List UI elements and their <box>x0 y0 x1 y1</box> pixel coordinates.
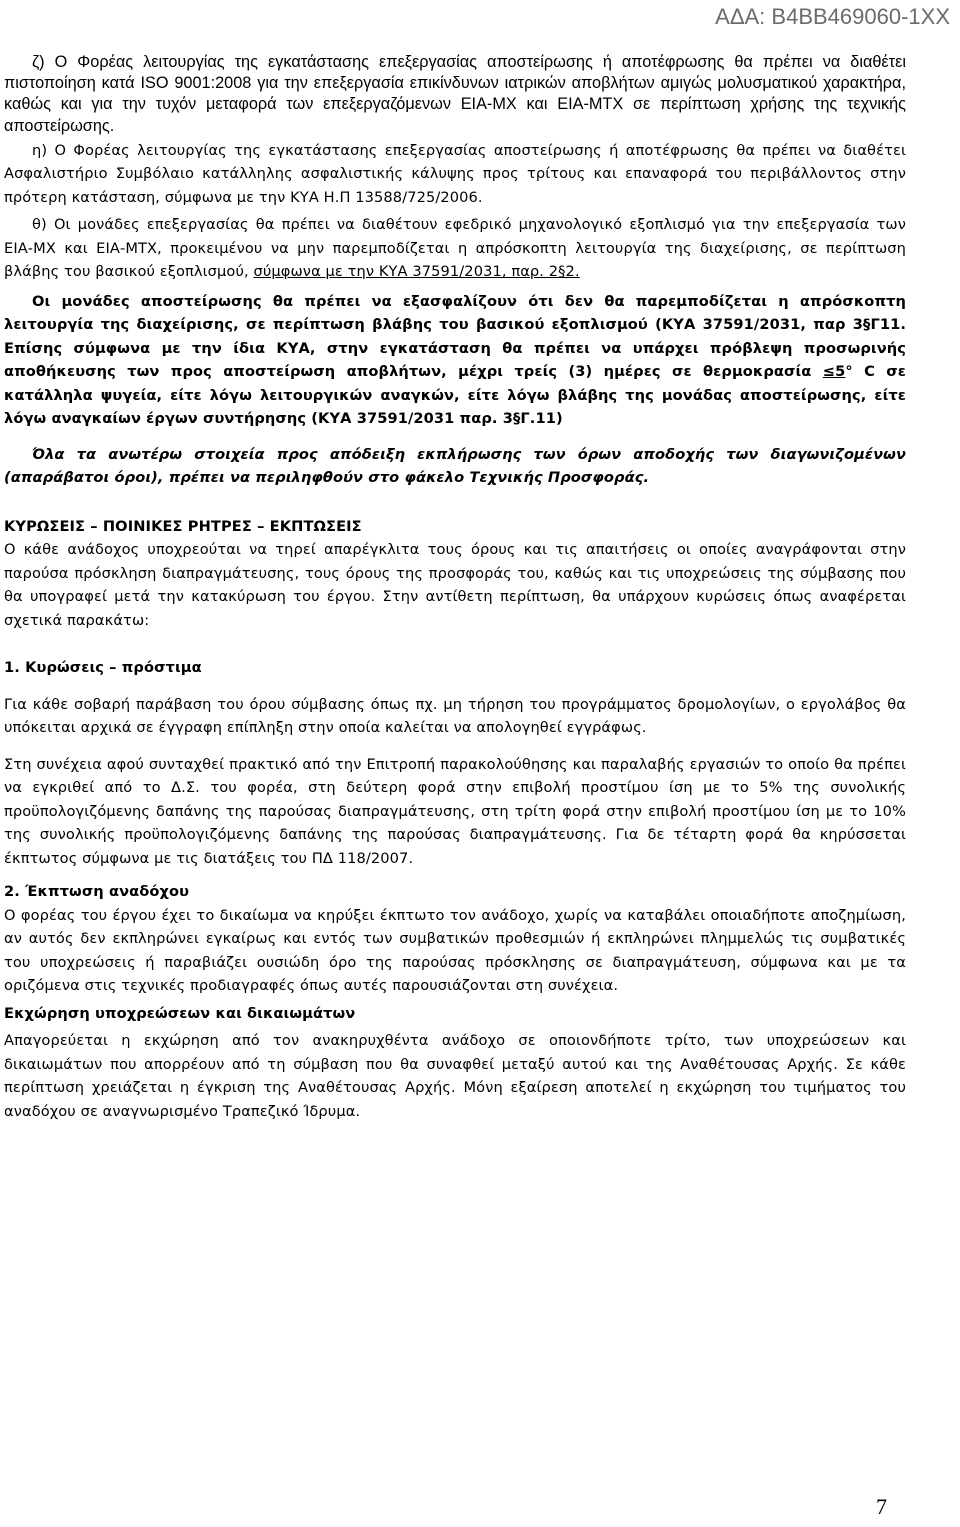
section-2-paragraph: Ο φορέας του έργου έχει το δικαίωμα να κηρύξει έκπτωτο τον ανάδοχο, χωρίς να καταβάλει οποιαδήποτε αποζημίωση, αν αυτός δεν εκπληρώνει εγκαίρως και εντός των συμβατικών προθεσμιών ή εκπληρώνει πλημμελώς τις συμβατικές του υποχρεώσεις ή παραβιάζει ουσιώδη όρο της παρούσας πρόσκλησης σε διαπραγμάτευση, σύμφωνα και με τα οριζόμενα στις τεχνικές προδιαγραφές όπως αυτές παρουσιάζονται στη συνέχεια. <box>4 906 906 995</box>
assignment-heading: Εκχώρηση υποχρεώσεων και δικαιωμάτων <box>4 1004 356 1022</box>
kya-reference-link: σύμφωνα με την ΚΥΑ 37591/2031, παρ. 2§2. <box>253 263 580 281</box>
sterilization-text-2: Επίσης σύμφωνα με την ίδια ΚΥΑ, στην εγκατάσταση θα πρέπει να υπάρχει πρόβλεψη προσωρινής αποθήκευσης των προς αποστείρωση αποβλήτων, μέχρι τρείς (3) ημέρες σε θερμοκρασία <box>4 339 906 381</box>
sterilization-text-3: C σε κατάλληλα ψυγεία, είτε λόγω λειτουργικών αναγκών, είτε λόγω βλάβης της μονάδας αποστείρωσης, είτε λόγω αναγκαίων έργων συντήρησης (ΚΥΑ 37591/2031 παρ. 3§Γ.11) <box>4 363 906 428</box>
sterilization-text-1: Οι μονάδες αποστείρωσης θα πρέπει να εξασφαλίζουν ότι δεν θα παρεμποδίζεται η απρόσκοπτη λειτουργία της διαχείρισης, σε περίπτωση βλάβης του βασικού εξοπλισμού (ΚΥΑ 37591/2031, παρ 3§Γ11. <box>4 292 906 334</box>
paragraph-technical-offer: Όλα τα ανωτέρω στοιχεία προς απόδειξη εκπλήρωσης των όρων αποδοχής των διαγωνιζομένων (απαράβατοι όροι), πρέπει να περιληφθούν στο φάκελο Τεχνικής Προσφοράς. <box>4 445 906 487</box>
section-2-heading: 2. Έκπτωση αναδόχου <box>4 883 190 901</box>
ada-header: ΑΔΑ: Β4ΒΒ469060-1ΧΧ <box>715 4 950 29</box>
paragraph-th-text: θ) Οι μονάδες επεξεργασίας θα πρέπει να διαθέτουν εφεδρικό μηχανολογικό εξοπλισμό για την επεξεργασία των ΕΙΑ-ΜΧ και ΕΙΑ-ΜΤΧ, προκειμένου να μην παρεμποδίζεται η απρόσκοπτη λειτουργία της διαχείρισης, σε περίπτωση βλάβης του βασικού εξοπλισμού, <box>4 216 906 281</box>
sanctions-heading: ΚΥΡΩΣΕΙΣ – ΠΟΙΝΙΚΕΣ ΡΗΤΡΕΣ – ΕΚΠΤΩΣΕΙΣ <box>4 517 362 535</box>
paragraph-z: ζ) Ο Φορέας λειτουργίας της εγκατάστασης επεξεργασίας αποστείρωσης ή αποτέφρωσης θα πρέπει να διαθέτει πιστοποίηση κατά ISO 9001:2008 για την επεξεργασία επικίνδυνων ιατρικών αποβλήτων αμιγώς μολυσματικού χαρακτήρα, καθώς και για την τυχόν μεταφορά των επεξεργαζόμενων ΕΙΑ-ΜΧ και ΕΙΑ-ΜΤΧ σε περίπτωση χρήσης της τεχνικής αποστείρωσης. <box>4 53 906 135</box>
section-1-heading: 1. Κυρώσεις – πρόστιμα <box>4 659 202 677</box>
sanctions-paragraph: Ο κάθε ανάδοχος υποχρεούται να τηρεί απαρέγκλιτα τους όρους και τις απαιτήσεις οι οποίες αναγράφονται στην παρούσα πρόσκληση διαπραγμάτευσης, τους όρους της προσφοράς του, καθώς και τις υποχρεώσεις της σύμβασης που θα υπογραφεί μετά την κατακύρωση του έργου. Στην αντίθετη περίπτωση, θα υπάρχουν κυρώσεις όπως αναφέρεται σχετικά παρακάτω: <box>4 541 906 629</box>
section-1-paragraph-2: Στη συνέχεια αφού συνταχθεί πρακτικό από την Επιτροπή παρακολούθησης και παραλαβής εργασιών το οποίο θα πρέπει να εγκριθεί από το Δ.Σ. του φορέα, στη δεύτερη φορά στην επιβολή προστίμου ίση με το 5% της συνολικής προϋπολογιζόμενης δαπάνης της παρούσας διαπραγμάτευσης, στη τρίτη φορά στην επιβολή προστίμου ίση με το 10% της συνολικής προϋπολογιζόμενης δαπάνης της παρούσας διαπραγμάτευσης. Για δε τέταρτη φορά θα κηρύσσεται έκπτωτος σύμφωνα με τις διατάξεις του ΠΔ 118/2007. <box>4 755 906 867</box>
paragraph-h: η) Ο Φορέας λειτουργίας της εγκατάστασης επεξεργασίας αποστείρωσης ή αποτέφρωσης θα πρέπει να διαθέτει Ασφαλιστήριο Συμβόλαιο κατάλληλης ασφαλιστικής κάλυψης προς τρίτους και επαναφορά του περιβάλλοντος στην πρότερη κατάσταση, σύμφωνα με την ΚΥΑ Η.Π 13588/725/2006. <box>4 141 906 206</box>
section-1-paragraph-1: Για κάθε σοβαρή παράβαση του όρου σύμβασης όπως πχ. μη τήρηση του προγράμματος δρομολογίων, ο εργολάβος θα υπόκειται αρχικά σε έγγραφη επίπληξη στην οποία καλείται να απολογηθεί εγγράφως. <box>4 695 906 737</box>
paragraph-sterilization <box>4 290 906 431</box>
page-number: 7 <box>876 1494 887 1519</box>
degree-symbol: ° <box>845 363 853 381</box>
paragraph-th <box>4 213 906 284</box>
assignment-paragraph: Απαγορεύεται η εκχώρηση από τον ανακηρυχθέντα ανάδοχο σε οποιονδήποτε τρίτο, των υποχρεώσεων και δικαιωμάτων που απορρέουν από τη σύμβαση που θα συναφθεί μεταξύ αυτού και της Αναθέτουσας Αρχής. Σε κάθε περίπτωση χρειάζεται η έγκριση της Αναθέτουσας Αρχής. Μόνη εξαίρεση αποτελεί η εκχώρηση του τιμήματος του αναδόχου σε αναγνωρισμένο Τραπεζικό Ίδρυμα. <box>4 1032 906 1120</box>
document-page <box>4 52 906 1123</box>
temperature-value: ≤5 <box>822 363 846 381</box>
